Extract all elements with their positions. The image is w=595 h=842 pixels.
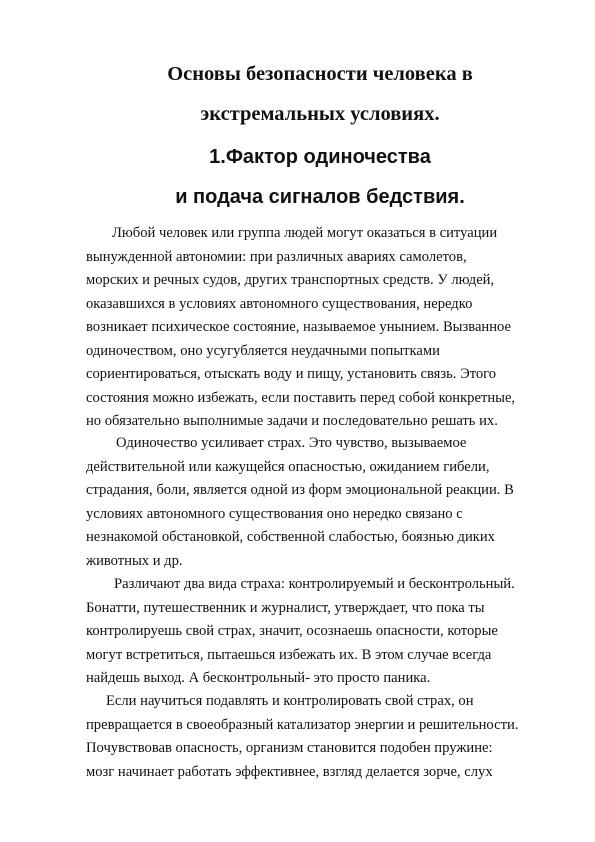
paragraph-line: могут встретиться, пытаешься избежать их. В этом случае всегда <box>86 646 492 663</box>
paragraph-line: условиях автономного существования оно нередко связано с <box>86 505 463 522</box>
document-title-line-1: Основы безопасности человека в <box>167 63 473 85</box>
paragraph-line: сориентироваться, отыскать воду и пищу, установить связь. Этого <box>86 366 497 382</box>
paragraph-line: состояния можно избежать, если поставить перед собой конкретные, <box>86 389 516 406</box>
paragraph-line: найдешь выход. А бесконтрольный- это просто паника. <box>86 670 431 686</box>
paragraph-line: Если научиться подавлять и контролировать свой страх, он <box>106 693 474 709</box>
paragraph-line: но обязательно выполнимые задачи и последовательно решать их. <box>86 413 498 429</box>
paragraph-1 <box>86 222 546 434</box>
paragraph-line: вынужденной автономии: при различных авариях самолетов, <box>86 248 467 265</box>
paragraph-line: оказавшихся в условиях автономного существования, нередко <box>86 295 473 312</box>
document-title-line-2: экстремальных условиях. <box>200 103 440 125</box>
paragraph-line: животных и др. <box>86 552 183 569</box>
paragraph-line: Бонатти, путешественник и журналист, утверждает, что пока ты <box>86 599 485 616</box>
paragraph-line: Почувствовав опасность, организм становится подобен пружине: <box>86 740 493 756</box>
paragraph-line: одиночеством, оно усугубляется неудачными попытками <box>86 342 440 359</box>
paragraph-line: Одиночество усиливает страх. Это чувство, вызываемое <box>116 435 467 451</box>
paragraph-line: Различают два вида страха: контролируемый и бесконтрольный. <box>114 576 515 592</box>
paragraph-line: возникает психическое состояние, называемое унынием. Вызванное <box>86 319 511 335</box>
paragraph-line: контролируешь свой страх, значит, осознаешь опасности, которые <box>86 623 498 639</box>
paragraph-3 <box>86 573 546 691</box>
paragraph-line: действительной или кажущейся опасностью, ожиданием гибели, <box>86 458 490 475</box>
paragraph-line: незнакомой обстановкой, собственной слабостью, боязнью диких <box>86 529 495 545</box>
paragraph-4 <box>86 690 546 784</box>
paragraph-line: превращается в своеобразный катализатор энергии и решительности. <box>86 716 519 733</box>
paragraph-line: страдания, боли, является одной из форм эмоциональной реакции. В <box>86 482 514 498</box>
paragraph-line: Любой человек или группа людей могут оказаться в ситуации <box>112 225 498 241</box>
paragraph-line: морских и речных судов, других транспортных средств. У людей, <box>86 272 495 288</box>
paragraph-line: мозг начинает работать эффективнее, взгляд делается зорче, слух <box>86 763 493 780</box>
paragraph-2 <box>86 432 546 573</box>
section-heading-line-2: и подача сигналов бедствия. <box>175 186 465 208</box>
section-heading-line-1: 1.Фактор одиночества <box>209 146 431 168</box>
